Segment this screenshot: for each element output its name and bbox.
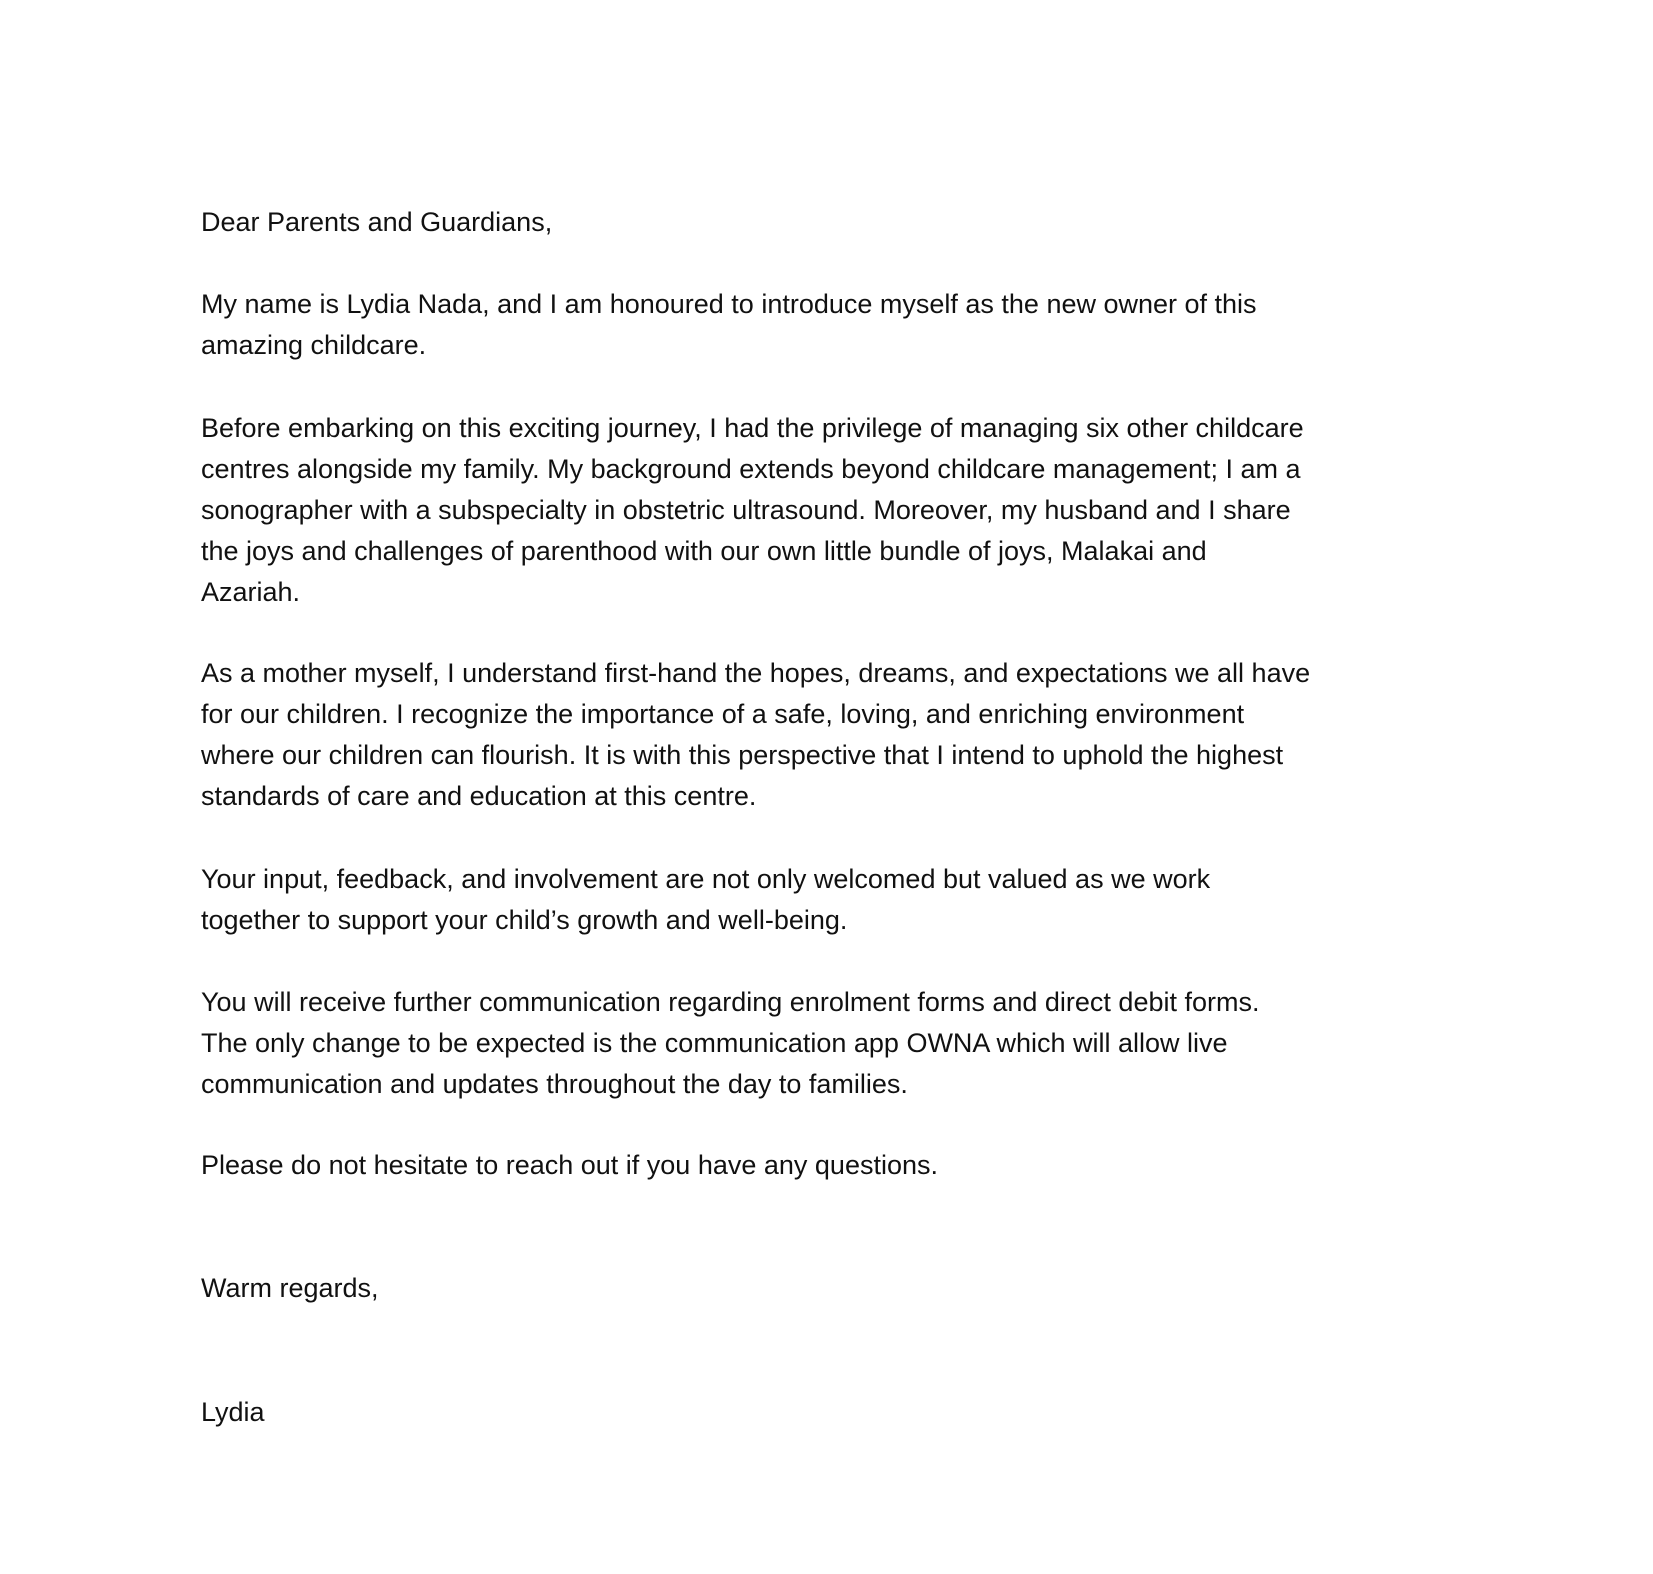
questions-paragraph: Please do not hesitate to reach out if you have any questions. <box>201 1150 938 1180</box>
background-paragraph: Before embarking on this exciting journey, I had the privilege of managing six other childcare centres alongside my family. My background extends beyond childcare management; I am a sonographer with a subspecialty in obstetric ultrasound. Moreover, my husband and I share the joys and challenges of parenthood with our own little bundle of joys, Malakai and Azariah. <box>201 413 1304 607</box>
intro-paragraph: My name is Lydia Nada, and I am honoured to introduce myself as the new owner of this amazing childcare. <box>201 289 1257 360</box>
mother-paragraph: As a mother myself, I understand first-hand the hopes, dreams, and expectations we all have for our children. I recognize the importance of a safe, loving, and enriching environment where our children can flourish. It is with this perspective that I intend to uphold the highest standards of care and education at this centre. <box>201 658 1311 811</box>
salutation: Dear Parents and Guardians, <box>201 207 553 237</box>
closing: Warm regards, <box>201 1273 379 1303</box>
communication-paragraph: You will receive further communication regarding enrolment forms and direct debit forms. The only change to be expected is the communication app OWNA which will allow live communication and updates throughout the day to families. <box>201 987 1260 1099</box>
input-paragraph: Your input, feedback, and involvement are not only welcomed but valued as we work together to support your child’s growth and well-being. <box>201 864 1211 935</box>
signature: Lydia <box>201 1397 265 1427</box>
